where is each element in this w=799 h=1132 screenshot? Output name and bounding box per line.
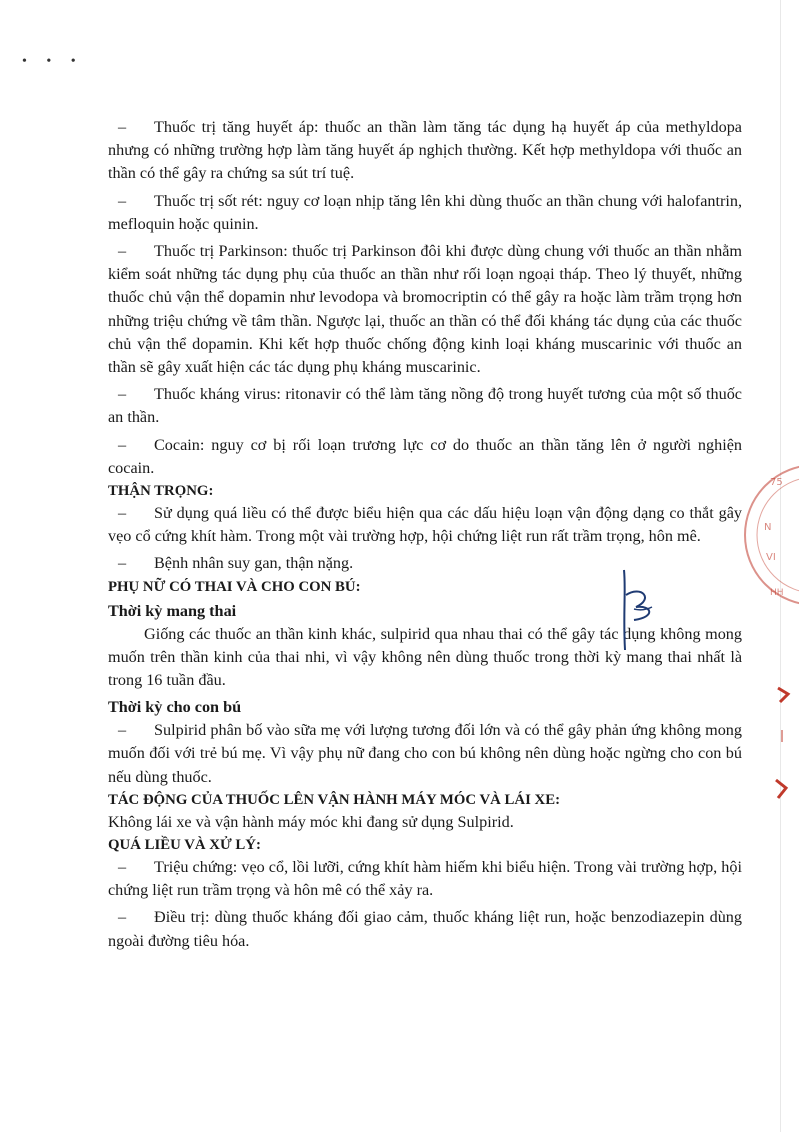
heading-precautions: THẬN TRỌNG: xyxy=(108,483,214,500)
paragraph-antimalarial: – Thuốc trị sốt rét: nguy cơ loạn nhịp tăng lên khi dùng thuốc an thần chung với halofantrin, mefloquin hoặc quinin. xyxy=(108,191,742,233)
stamp-seal-edge xyxy=(740,455,799,615)
heading-pregnancy-lactation: PHỤ NỮ CÓ THAI VÀ CHO CON BÚ: xyxy=(108,578,361,595)
svg-text:VI: VI xyxy=(766,552,776,563)
list-dash: – xyxy=(118,435,127,454)
svg-text:75: 75 xyxy=(770,477,783,488)
list-dash: – xyxy=(118,554,127,573)
svg-text:HH: HH xyxy=(770,588,784,598)
list-dash: – xyxy=(118,118,127,136)
subheading-pregnancy: Thời kỳ mang thai xyxy=(108,601,237,620)
paragraph-parkinson: – Thuốc trị Parkinson: thuốc trị Parkinson đôi khi được dùng chung với thuốc an thần nhằm kiểm soát những tác dụng phụ của thuốc an thần như rối loạn ngoại tháp. Theo lý thuyết, những thuốc chủ vận thể dopamin như levodopa và bromocriptin có thể gây ra hoặc làm trầm trọng hơn những triệu chứng về tâm thần. Ngược lại, thuốc an thần có thể đối kháng tác dụng của các thuốc chủ vận thể dopamin. Khi kết hợp thuốc chống động kinh loại kháng muscarinic với thuốc an thần sẽ gây xuất hiện các tác dụng phụ kháng muscarinic. xyxy=(108,242,742,377)
paragraph-driving: Không lái xe và vận hành máy móc khi đang sử dụng Sulpirid. xyxy=(108,812,514,831)
list-dash: – xyxy=(118,908,127,927)
list-dash: – xyxy=(118,504,127,523)
signature-mark xyxy=(612,565,672,655)
svg-text:N: N xyxy=(764,522,772,533)
list-dash: – xyxy=(118,385,127,404)
document-body xyxy=(108,116,742,957)
stamp-red-marks xyxy=(770,680,795,810)
paragraph-cocaine: – Cocain: nguy cơ bị rối loạn trương lực cơ do thuốc an thần tăng lên ở người nghiện cocain. xyxy=(108,435,742,477)
paragraph-overdose-signs: – Sử dụng quá liều có thể được biểu hiện qua các dấu hiệu loạn vận động dạng co thắt gây vẹo cổ cứng khít hàm. Trong một vài trường hợp, hội chứng liệt run rất trầm trọng, hôn mê. xyxy=(108,504,742,546)
paragraph-antihypertensive: – Thuốc trị tăng huyết áp: thuốc an thần làm tăng tác dụng hạ huyết áp của methyldopa nhưng có những trường hợp làm tăng huyết áp nghịch thường. Kết hợp methyldopa với thuốc an thần có thể gây ra chứng sa sút trí tuệ. xyxy=(108,118,742,183)
paragraph-pregnancy: Giống các thuốc an thần kinh khác, sulpirid qua nhau thai có thể gây tác dụng không mong muốn trên thần kinh của thai nhi, vì vậy không nên dùng thuốc trong thời kỳ mang thai nhất là trong 16 tuần đầu. xyxy=(108,624,742,690)
paragraph-treatment: – Điều trị: dùng thuốc kháng đối giao cảm, thuốc kháng liệt run, hoặc benzodiazepin dùng ngoài đường tiêu hóa. xyxy=(108,908,742,950)
list-dash: – xyxy=(118,721,127,740)
heading-driving: TÁC ĐỘNG CỦA THUỐC LÊN VẬN HÀNH MÁY MÓC VÀ LÁI XE: xyxy=(108,791,561,808)
paragraph-lactation: – Sulpirid phân bố vào sữa mẹ với lượng tương đối lớn và có thể gây phản ứng không mong muốn đối với trẻ bú mẹ. Vì vậy phụ nữ đang cho con bú không nên dùng hoặc ngừng cho con bú nếu dùng thuốc. xyxy=(108,721,742,786)
paragraph-antiviral: – Thuốc kháng virus: ritonavir có thể làm tăng nồng độ trong huyết tương của một số thuốc an thần. xyxy=(108,385,742,427)
paragraph-liver-kidney: – Bệnh nhân suy gan, thận nặng. xyxy=(108,552,742,575)
list-dash: – xyxy=(118,242,127,261)
subheading-lactation: Thời kỳ cho con bú xyxy=(108,698,242,717)
list-dash: – xyxy=(118,858,127,877)
paragraph-symptoms: – Triệu chứng: vẹo cổ, lồi lưỡi, cứng khít hàm hiếm khi biểu hiện. Trong vài trường hợp, hội chứng liệt run trầm trọng và hôn mê có thể xảy ra. xyxy=(108,858,742,900)
heading-overdose: QUÁ LIỀU VÀ XỬ LÝ: xyxy=(108,837,261,854)
list-dash: – xyxy=(118,191,127,210)
page-corner-dots: • • • xyxy=(22,54,84,69)
